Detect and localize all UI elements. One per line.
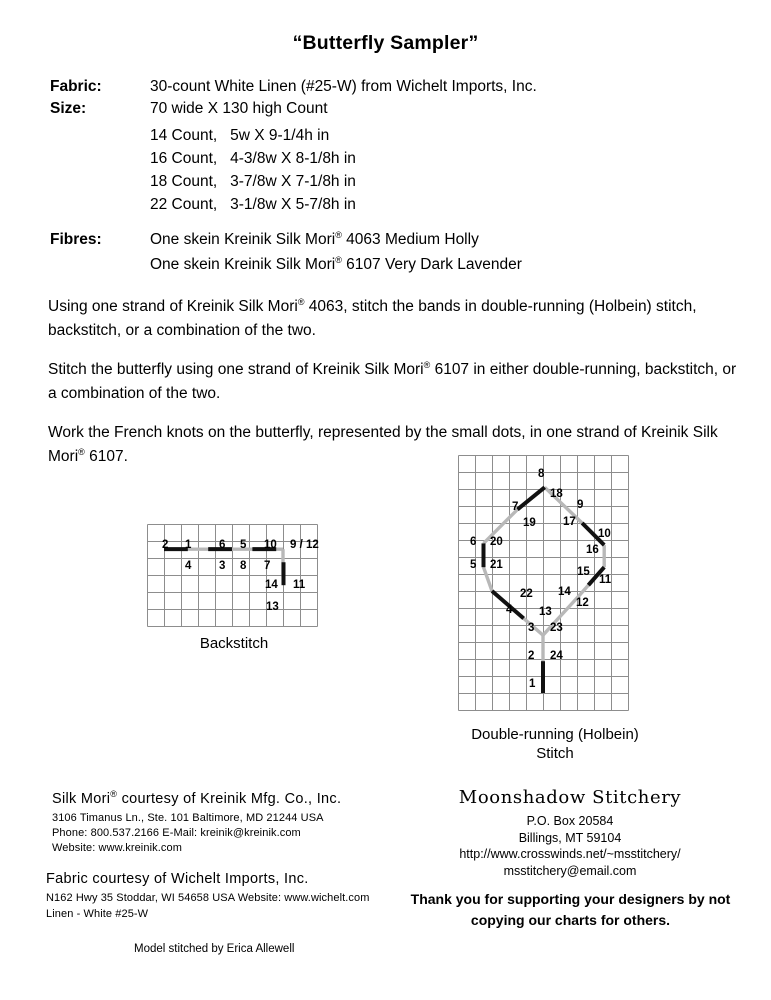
fibres-value-6107: One skein Kreinik Silk Mori® 6107 Very Dark Lavender <box>150 254 522 273</box>
stitch-number: 13 <box>539 606 552 618</box>
stitch-number: 11 <box>293 579 306 591</box>
shop-website: http://www.crosswinds.net/~msstitchery/ <box>459 847 681 861</box>
stitch-number: 3 <box>528 622 535 634</box>
stitch-number: 15 <box>577 566 590 578</box>
stitch-number: 19 <box>523 517 536 529</box>
stitch-number: 4 <box>506 604 513 616</box>
stitch-number: 4 <box>185 560 192 572</box>
fibres-label: Fibres: <box>50 231 102 248</box>
wichelt-address: N162 Hwy 35 Stoddar, WI 54658 USA Website: www.wichelt.com <box>46 892 370 904</box>
wichelt-linen: Linen - White #25-W <box>46 908 149 920</box>
kreinik-address: 3106 Timanus Ln., Ste. 101 Baltimore, MD 21244 USA <box>52 812 324 824</box>
thank-you-line2: copying our charts for others. <box>470 912 671 928</box>
size-value-14count: 14 Count, 5w X 9-1/4h in <box>150 127 330 144</box>
holbein-caption-line1: Double-running (Holbein) <box>471 726 639 743</box>
instruction-paragraph-french-knots: Work the French knots on the butterfly, represented by the small dots, in one strand of Kreinik Silk Mori® 6107. <box>48 424 718 465</box>
stitch-number: 5 <box>470 559 477 571</box>
fibres-value-4063: One skein Kreinik Silk Mori® 4063 Medium Holly <box>150 229 479 248</box>
stitch-number: 10 <box>598 528 611 540</box>
size-value-16count: 16 Count, 4-3/8w X 8-1/8h in <box>150 150 356 167</box>
stitch-number: 10 <box>264 539 277 551</box>
model-stitcher-credit: Model stitched by Erica Allewell <box>134 943 295 955</box>
shop-po-box: P.O. Box 20584 <box>526 814 614 828</box>
stitch-number: 8 <box>240 560 247 572</box>
holbein-caption <box>440 725 670 763</box>
stitch-number: 8 <box>538 468 545 480</box>
stitch-number: 21 <box>490 559 503 571</box>
stitch-number: 1 <box>529 678 536 690</box>
stitch-number: 6 <box>470 536 477 548</box>
stitch-number: 9 / 12 <box>290 539 319 551</box>
moonshadow-logo: Moonshadow Stitchery <box>458 787 682 808</box>
stitch-number: 7 <box>512 501 519 513</box>
instruction-paragraph-bands: Using one strand of Kreinik Silk Mori® 4063, stitch the bands in double-running (Holbein) stitch, backstitch, or a combination of the two. <box>48 296 697 339</box>
stitch-number: 5 <box>240 539 247 551</box>
stitch-number: 23 <box>550 622 563 634</box>
stitch-number: 14 <box>558 586 571 598</box>
stitch-number: 1 <box>185 539 192 551</box>
size-value-total: 70 wide X 130 high Count <box>150 100 328 117</box>
shop-city-state: Billings, MT 59104 <box>518 831 622 845</box>
stitch-number: 11 <box>599 574 612 586</box>
kreinik-contact: Phone: 800.537.2166 E-Mail: kreinik@kreinik.com <box>52 827 301 839</box>
fabric-value: 30-count White Linen (#25-W) from Wichelt Imports, Inc. <box>150 78 537 95</box>
fabric-label: Fabric: <box>50 78 102 95</box>
stitch-number: 7 <box>264 560 271 572</box>
shop-email: msstitchery@email.com <box>503 864 637 878</box>
backstitch-caption: Backstitch <box>199 635 269 652</box>
stitch-number: 20 <box>490 536 503 548</box>
stitch-number: 12 <box>576 597 589 609</box>
stitch-number: 2 <box>528 650 535 662</box>
size-label: Size: <box>50 100 87 117</box>
stitch-number: 16 <box>586 544 599 556</box>
stitch-number: 9 <box>577 499 584 511</box>
stitch-number: 17 <box>563 516 576 528</box>
stitch-number: 2 <box>162 539 169 551</box>
stitch-number: 3 <box>219 560 226 572</box>
size-value-22count: 22 Count, 3-1/8w X 5-7/8h in <box>150 196 356 213</box>
holbein-caption-line2: Stitch <box>536 745 574 762</box>
stitch-number: 13 <box>266 601 279 613</box>
stitch-number: 18 <box>550 488 563 500</box>
stitch-number: 22 <box>520 588 533 600</box>
size-value-18count: 18 Count, 3-7/8w X 7-1/8h in <box>150 173 356 190</box>
stitch-number: 6 <box>219 539 226 551</box>
wichelt-heading: Fabric courtesy of Wichelt Imports, Inc. <box>46 871 309 887</box>
kreinik-heading: Silk Mori® courtesy of Kreinik Mfg. Co., Inc. <box>52 789 342 807</box>
thank-you-notice <box>398 889 743 931</box>
stitch-number: 14 <box>265 579 278 591</box>
instruction-paragraph-butterfly: Stitch the butterfly using one strand of Kreinik Silk Mori® 6107 in either double-running, backstitch, or a combination of the two. <box>48 359 737 402</box>
stitch-number: 24 <box>550 650 563 662</box>
thank-you-line1: Thank you for supporting your designers by not <box>410 891 731 907</box>
page-title: “Butterfly Sampler” <box>292 32 479 54</box>
kreinik-website: Website: www.kreinik.com <box>52 842 182 854</box>
